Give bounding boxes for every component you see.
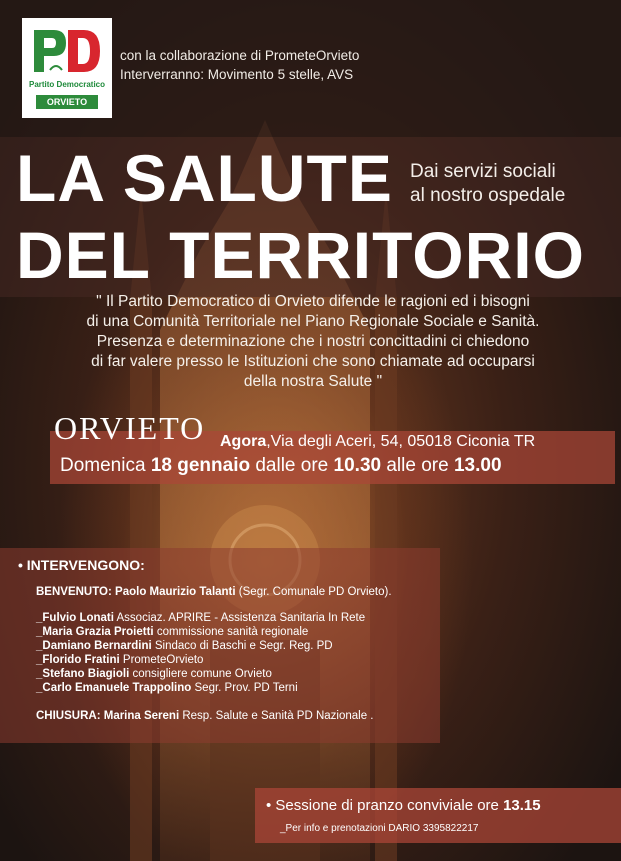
subtitle <box>410 160 565 208</box>
header-collaboration: con la collaborazione di PrometeOrvieto <box>120 48 360 63</box>
speaker-item <box>36 612 365 624</box>
event-date: 18 gennaio <box>150 455 251 476</box>
closing-speaker <box>36 710 374 722</box>
speaker-item <box>36 682 298 694</box>
pd-logo-mark <box>30 26 104 76</box>
speaker-name: _Carlo Emanuele Trappolino <box>36 682 192 694</box>
speaker-name: _Maria Grazia Proietti <box>36 626 154 638</box>
speaker-role: commissione sanità regionale <box>156 626 309 638</box>
lunch-session <box>266 797 541 814</box>
subtitle-line-2: al nostro ospedale <box>410 185 566 206</box>
speaker-name: _Fulvio Lonati <box>36 612 114 624</box>
pd-logo <box>22 18 112 118</box>
welcome-speaker <box>36 586 392 598</box>
event-start: 10.30 <box>333 455 382 476</box>
speakers-heading: • INTERVENGONO: <box>18 557 145 573</box>
welcome-role: (Segr. Comunale PD Orvieto). <box>238 586 392 598</box>
quote-line: Presenza e determinazione che i nostri concittadini ci chiedono <box>96 333 530 350</box>
welcome-label: BENVENUTO: <box>36 586 112 598</box>
title-line-2: DEL TERRITORIO <box>16 218 585 292</box>
speaker-item <box>36 626 308 638</box>
speaker-role: PrometeOrvieto <box>122 654 204 666</box>
speaker-role: Segr. Prov. PD Terni <box>194 682 298 694</box>
session-time: 13.15 <box>503 797 541 814</box>
speaker-role: consigliere comune Orvieto <box>132 668 272 680</box>
quote <box>20 292 606 392</box>
venue-name: Agora <box>220 433 267 450</box>
speaker-item <box>36 654 203 666</box>
closing-label: CHIUSURA: <box>36 710 101 722</box>
speaker-item <box>36 640 333 652</box>
logo-city: ORVIETO <box>36 95 98 109</box>
closing-role: Resp. Salute e Sanità PD Nazionale . <box>182 710 374 722</box>
booking-info: _Per info e prenotazioni DARIO 3395822217 <box>280 823 479 834</box>
event-datetime <box>60 455 502 477</box>
speaker-name: _Florido Fratini <box>36 654 120 666</box>
event-end: 13.00 <box>453 455 502 476</box>
session-text: • Sessione di pranzo conviviale ore <box>266 797 499 814</box>
quote-line: di far valere presso le Istituzioni che sono chiamate ad occuparsi <box>91 353 535 370</box>
venue-address: ,Via degli Aceri, 54, 05018 Ciconia TR <box>266 433 536 450</box>
from-label: dalle ore <box>255 455 329 476</box>
quote-line: della nostra Salute " <box>243 373 383 390</box>
header-speakers: Interverranno: Movimento 5 stelle, AVS <box>120 67 354 82</box>
event-day: Domenica <box>60 455 146 476</box>
speaker-role: Associaz. APRIRE - Assistenza Sanitaria In Rete <box>116 612 366 624</box>
speaker-name: _Damiano Bernardini <box>36 640 152 652</box>
to-label: alle ore <box>386 455 449 476</box>
speaker-item <box>36 668 272 680</box>
closing-name: Marina Sereni <box>103 710 180 722</box>
speaker-name: _Stefano Biagioli <box>36 668 130 680</box>
logo-party-name: Partito Democratico <box>28 80 106 89</box>
speaker-role: Sindaco di Baschi e Segr. Reg. PD <box>154 640 333 652</box>
event-city: ORVIETO <box>54 410 206 446</box>
quote-line: " Il Partito Democratico di Orvieto difende le ragioni ed i bisogni <box>96 293 530 310</box>
quote-line: di una Comunità Territoriale nel Piano Regionale Sociale e Sanità. <box>86 313 540 330</box>
welcome-name: Paolo Maurizio Talanti <box>115 586 236 598</box>
title-line-1: LA SALUTE <box>16 141 393 215</box>
subtitle-line-1: Dai servizi sociali <box>410 161 556 182</box>
event-venue <box>220 433 535 451</box>
